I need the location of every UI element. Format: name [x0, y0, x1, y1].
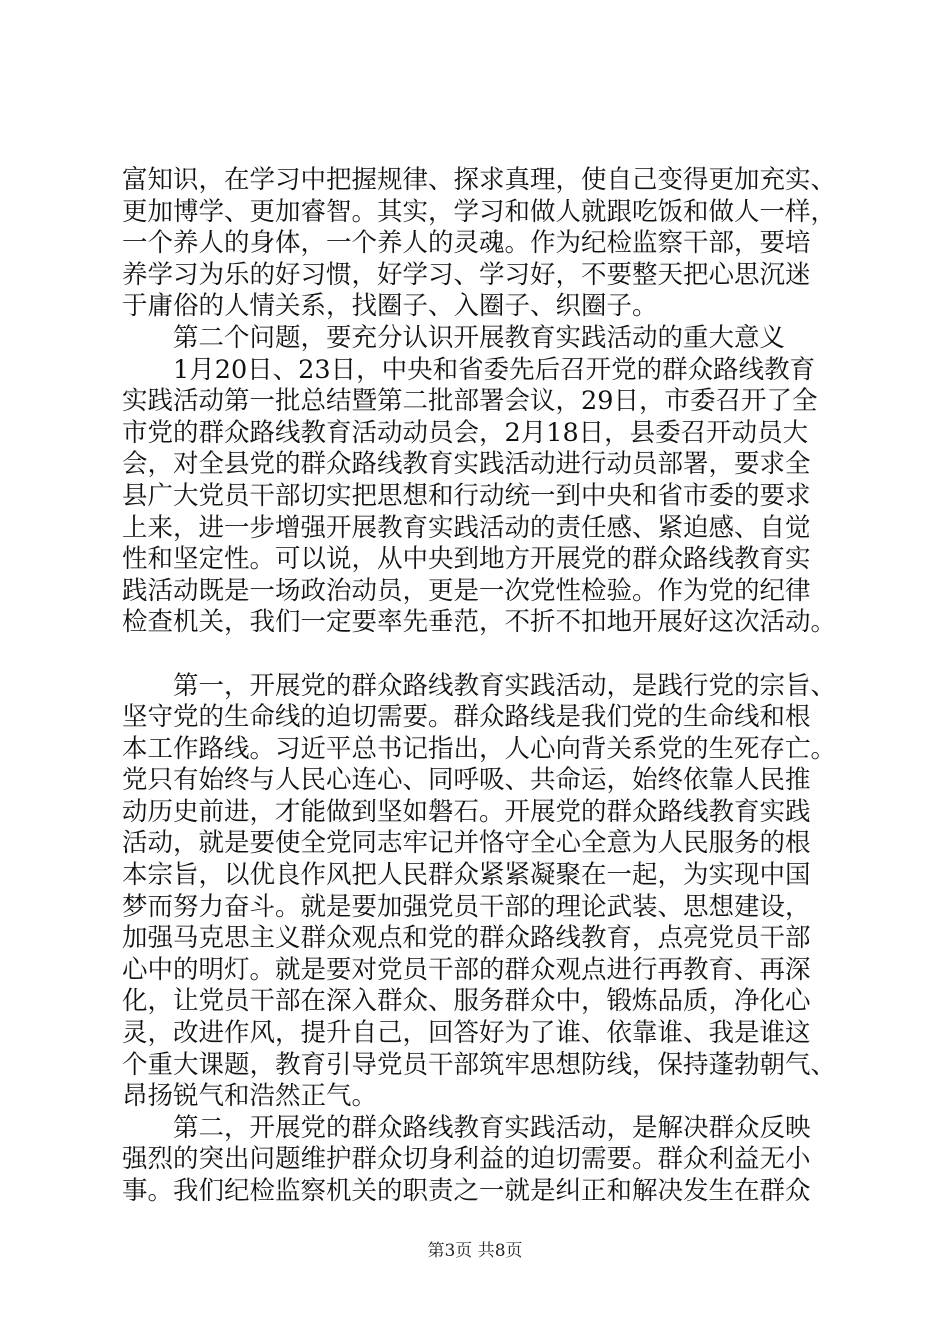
text-line: 上来，进一步增强开展教育实践活动的责任感、紧迫感、自觉 [122, 512, 811, 543]
text-line: 事。我们纪检监察机关的职责之一就是纠正和解决发生在群众 [122, 1176, 811, 1206]
text-line: 养学习为乐的好习惯，好学习、学习好，不要整天把心思沉迷 [122, 259, 811, 290]
text-line: 加强马克思主义群众观点和党的群众路线教育，点亮党员干部 [122, 923, 811, 954]
text-line: 县广大党员干部切实把思想和行动统一到中央和省市委的要求 [122, 480, 811, 511]
text-line: 富知识，在学习中把握规律、探求真理，使自己变得更加充实、 [122, 165, 837, 195]
text-line: 化，让党员干部在深入群众、服务群众中，锻炼品质，净化心 [122, 986, 811, 1017]
page-footer: 第3页 共8页 [427, 1241, 523, 1261]
text-line: 灵，改进作风，提升自己，回答好为了谁、依靠谁、我是谁这 [122, 1018, 811, 1049]
text-line: 践活动既是一场政治动员，更是一次党性检验。作为党的纪律 [122, 575, 811, 606]
text-line: 性和坚定性。可以说，从中央到地方开展党的群众路线教育实 [122, 544, 811, 575]
text-line: 动历史前进，才能做到坚如磐石。开展党的群众路线教育实践 [122, 796, 811, 827]
text-line: 市党的群众路线教育活动动员会，2月18日，县委召开动员大 [122, 417, 809, 448]
text-line: 本工作路线。习近平总书记指出，人心向背关系党的生死存亡。 [122, 733, 837, 764]
text-line: 一个养人的身体，一个养人的灵魂。作为纪检监察干部，要培 [122, 228, 811, 259]
text-line: 个重大课题，教育引导党员干部筑牢思想防线，保持蓬勃朝气、 [122, 1049, 837, 1080]
text-line: 心中的明灯。就是要对党员干部的群众观点进行再教育、再深 [122, 954, 811, 985]
text-line: 第二，开展党的群众路线教育实践活动，是解决群众反映 [122, 1112, 811, 1143]
text-line: 第一，开展党的群众路线教育实践活动，是践行党的宗旨、 [122, 670, 837, 701]
text-line: 1月20日、23日，中央和省委先后召开党的群众路线教育 [122, 354, 816, 385]
text-line: 昂扬锐气和浩然正气。 [122, 1081, 378, 1112]
text-line: 会，对全县党的群众路线教育实践活动进行动员部署，要求全 [122, 449, 811, 480]
text-line: 坚守党的生命线的迫切需要。群众路线是我们党的生命线和根 [122, 702, 811, 733]
paragraph-gap [122, 639, 832, 671]
body-text [122, 165, 837, 1208]
text-line: 强烈的突出问题维护群众切身利益的迫切需要。群众利益无小 [122, 1144, 811, 1175]
text-line: 实践活动第一批总结暨第二批部署会议，29日，市委召开了全 [122, 386, 818, 417]
text-line: 活动，就是要使全党同志牢记并恪守全心全意为人民服务的根 [122, 828, 811, 859]
text-line: 于庸俗的人情关系，找圈子、入圈子、织圈子。 [122, 291, 658, 322]
text-line: 更加博学、更加睿智。其实，学习和做人就跟吃饭和做人一样， [122, 196, 837, 227]
text-line: 本宗旨，以优良作风把人民群众紧紧凝聚在一起，为实现中国 [122, 860, 811, 891]
text-line: 检查机关，我们一定要率先垂范，不折不扣地开展好这次活动。 [122, 607, 837, 638]
section-heading: 第二个问题，要充分认识开展教育实践活动的重大意义 [122, 322, 786, 353]
text-line: 党只有始终与人民心连心、同呼吸、共命运，始终依靠人民推 [122, 765, 811, 796]
text-line: 梦而努力奋斗。就是要加强党员干部的理论武装、思想建设， [122, 891, 811, 922]
